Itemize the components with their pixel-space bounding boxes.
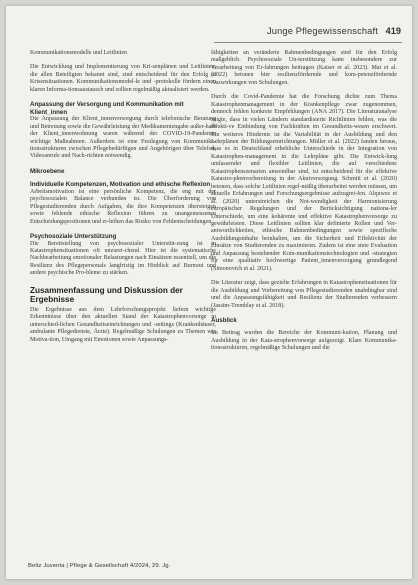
paragraph: Durch die Covid-Pandemie hat die Forschung dichte zum Thema Katastrophenmanagement in der Krankenpflege zwar zugenommen, dennoch fehlen konkrete Empfehlungen (ANA 2017). Die Literaturanalyse zeigte, dass in vielen Ländern standardisierte Richtlinien fehlen, was die effekti-ve Einbindung von Fachkräften im Gesundheits-wesen erschwert. Ein weiteres Hindernis ist die Variabilität in der Ausbildung und den Lehrplänen der Bildungseinrichtungen. Müller et al. (2022) fanden heraus, dass es in Deutschland erhebliche Unterschiede in der Integration von Katastrophen-management in die Lehrpläne gibt. Die Entwick-lung umfassender und flexibler Leitlinien, die auf verschiedene Katastrophenszenarien anwendbar sind, ist entscheidend für die effektive Katastro-phenvorbereitung in der Akutversorgung. Schmitt et al. (2020) betonen, dass solche Leitlinien regel-mäßig überarbeitet werden müssen, um aktuelle Erfahrungen und Forschungsergebnisse aufzugrei-fen. Alquwez et al. (2020) unterstreichen die Not-wendigkeit der Harmonisierung europäischer Regelungen und der Berücksichtigung nationa-ler Unterschiede, um eine kohärente und effektive Katastrophenvorsorge zu gewährleisten. Diese Leitlinien sollten klar definierte Rollen und Ver-antwortlichkeiten, ethische Rahmenbedingungen sowie spezifische Ausbildungsinhalte beinhalten, um die Sicherheit und Effektivität der Einsätze von Studierenden zu maximieren. Zudem ist eine stete Evaluation und Anpassung bestehender Kom-munikationstechnologien und -strategien für eine qualitativ hochwertige Patient_innenversorgung grundlegend (Simonovich et al. 2021). [211, 94, 397, 272]
journal-page [6, 6, 412, 579]
paragraph: Die Anpassung der Klient_innenversorgung durch telefonische Beratung und Betreuung sowie die Gewährleistung der Medikamentengabe außer-halb der Klient_innenwohnung waren während der COVID-19-Pandemie wichtige Maßnahmen. Außerdem ist eine Festlegung von Kommunika-tionsstrukturen zwischen Pflegebedürftigen und Angehörigen über Telefon, Videoanrufe und Nach-richten notwendig. [30, 116, 216, 160]
section-heading-zusammenfassung: Zusammenfassung und Diskussion der Ergebnisse [30, 285, 183, 305]
header-rule [214, 42, 402, 43]
page-footer: Beltz Juventa | Pflege & Gesellschaft 4/2024, 29. Jg. [28, 563, 171, 569]
subheading-individuelle-kompetenzen: Individuelle Kompetenzen, Motivation und ethische Reflexion [30, 181, 211, 189]
subheading-anpassung: Anpassung der Versorgung und Kommunikation mit Klient_innen [30, 101, 184, 116]
subheading-psychosoziale-unterstuetzung: Psychosoziale Unterstützung [30, 233, 117, 241]
paragraph: Die Bereitstellung von psychosozialer Unterstüt-zung ist in Katastrophensituationen oft unzurei-chend. Hier ist die systematische Nachbearbeitung emotionaler Belastungen nach Einsätzen essentiell, um die Resilienz des Pflegepersonals langfristig im Hinblick auf Burnout und andere psychische Pro-bleme zu stärken. [30, 240, 216, 277]
section-heading-ausblick: Ausblick [211, 316, 237, 324]
paragraph: Die Ergebnisse aus dem Lehrforschungsprojekt liefern wichtige Erkenntnisse über den aktuellen Stand der Katastrophenvorsorge in unterschied-lichen Gesundheitseinrichtungen und -settings (Krankenhäuser, ambulante Pflegedienste, Ärzte). Regelmäßige Schulungen zu Themen wie Motiva-tion, Umgang mit Emotionen sowie Anpassungs- [30, 306, 216, 343]
paragraph: Die Entwicklung und Implementierung von Kri-senplänen und Leitlinien, die allen Beteiligten bekannt sind, sind entscheidend für den Erfolg in Krisensituationen. Kommunikationsmodel-le und -protokolle fördern einen klaren Informa-tionsaustausch und sollten regelmäßig aktualisiert werden. [30, 64, 216, 93]
paragraph: fähigkeiten an veränderte Rahmenbedingungen sind für den Erfolg maßgeblich. Psychosoziale Un-terstützung kann insbesondere zur Verarbeitung von Er-fahrungen beitragen (Kaiser et al. 2023). Mai et al. (2022) betonen hier resilienzfördernde und kom-petenzfördernde Auswirkungen von Schulungen. [211, 50, 397, 86]
right-column [211, 50, 397, 360]
paragraph: Kommunikationsmodelle und Leitlinien [30, 50, 128, 56]
left-column [30, 50, 216, 351]
paragraph: Im Beitrag wurden die Bereiche der Kommuni-kation, Planung und Ausbildung in der Kata-strophenvorsorge aufgezeigt. Klare Kommunika-tionsstrukturen, regelmäßige Schulungen und die [211, 330, 397, 352]
subheading-mikroebene: Mikroebene [30, 167, 65, 175]
page-number: 419 [385, 26, 401, 36]
paragraph: Arbeitsmotivation ist eine persönliche Kompetenz, die eng mit der psychosozialen Balance verbunden ist. Die Überforderung von Pflegestudierenden durch Aufgaben, die ihre Kompetenzen übersteigen sowie fehlende ethische Reflexion führen zu unangemessenen Entscheidungspositionen und er-höhen das Risiko von Fehlentscheidungen. [30, 188, 216, 225]
paragraph: Die Literatur zeigt, dass gezielte Erfahrungen in Katastrophensituationen für die Ausbildung und Vorbereitung von Pflegestudierenden unabdingbar sind und die Anpassungsfähigkeit und Resilienz der Studierenden verbessern (Jassim-Tremblay et al. 2018). [211, 280, 397, 309]
running-title: Junge Pflegewissenschaft [266, 26, 378, 36]
